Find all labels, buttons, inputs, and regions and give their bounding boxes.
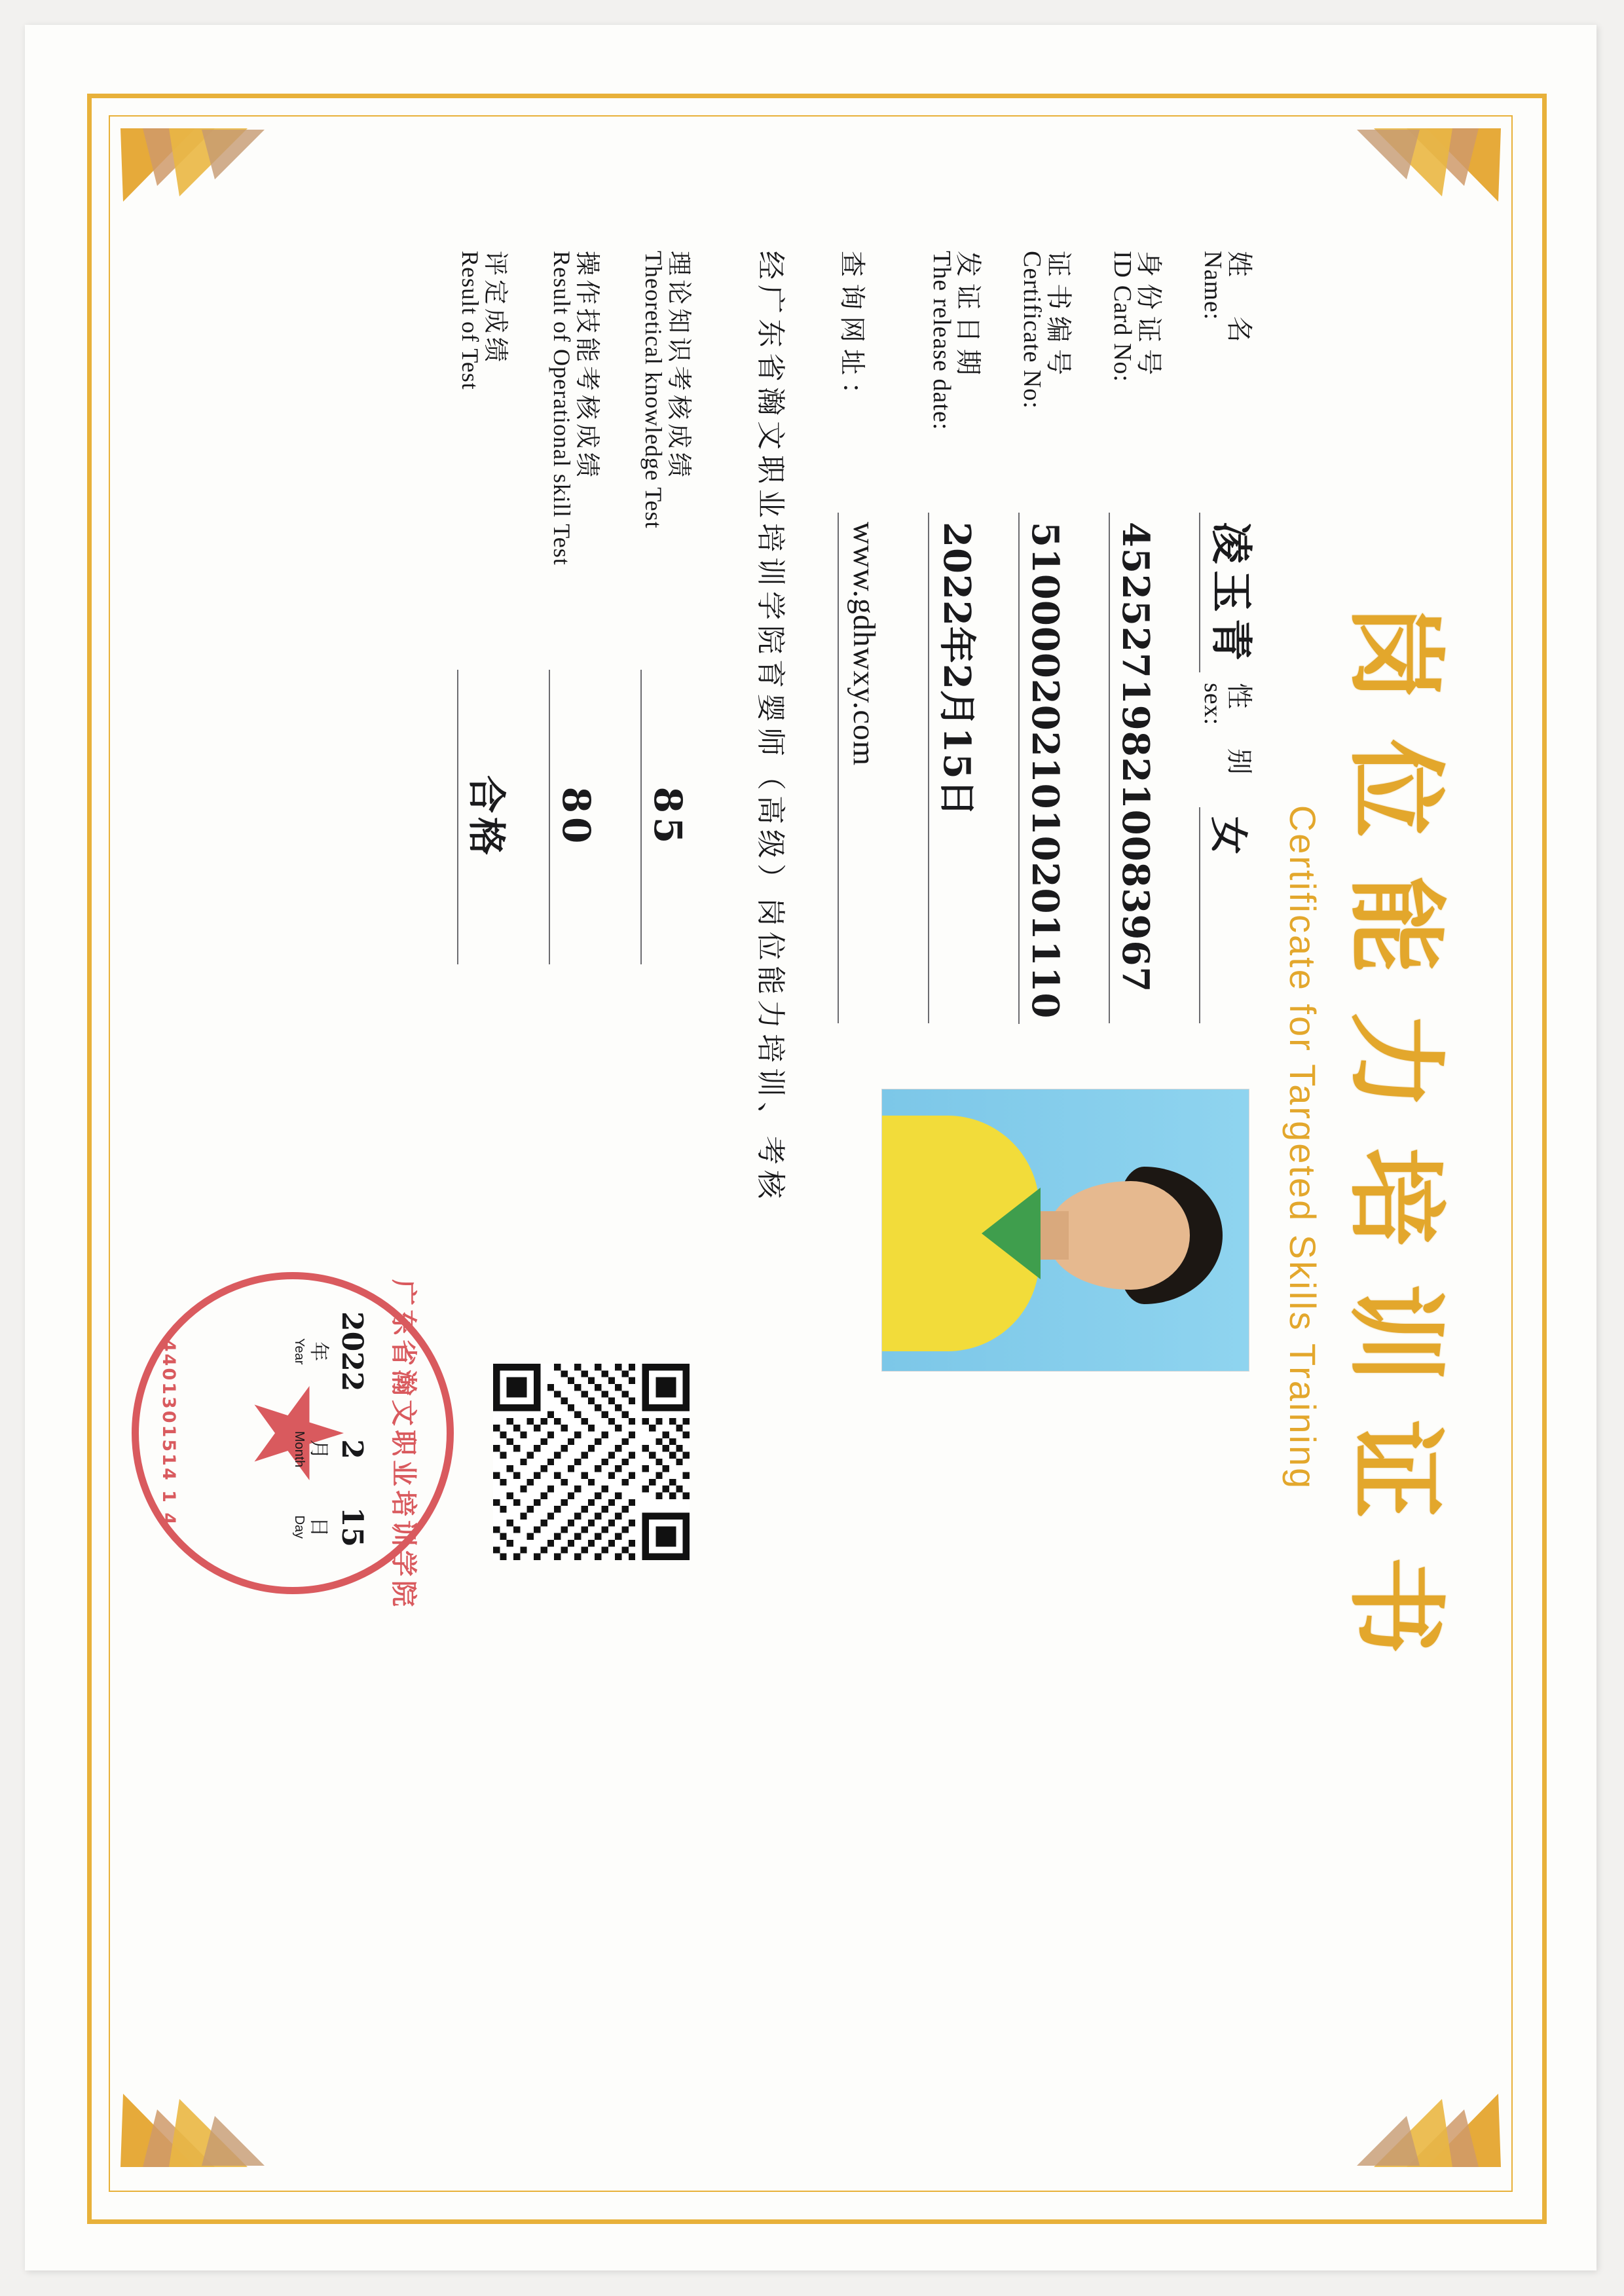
holder-photo xyxy=(881,1089,1249,1372)
certificate-no-label: 证书编号 Certificate No: xyxy=(1018,251,1074,409)
query-url-value[interactable]: www.gdhwxy.com xyxy=(838,513,882,1023)
issue-date-block xyxy=(291,1311,369,1547)
photo-face xyxy=(1049,1181,1190,1290)
holder-info-block xyxy=(807,251,1259,1023)
issue-year: 2022 年 Year xyxy=(292,1311,369,1392)
issue-day: 15 日 Day xyxy=(292,1506,369,1547)
theory-label: 理论知识考核成绩 Theoretical knowledge Test xyxy=(640,251,693,529)
seal-code-text: 4401301514 1 4 xyxy=(158,1339,179,1527)
title-block xyxy=(1282,231,1453,2064)
result-row-theory xyxy=(640,251,706,1495)
query-url-label: 查询网址： xyxy=(836,251,867,414)
row-name-sex xyxy=(1199,251,1259,1023)
operational-label: 操作技能考核成绩 Result of Operational skill Test xyxy=(548,251,602,566)
sex-value: 女 xyxy=(1199,807,1259,1023)
row-id-card xyxy=(1109,251,1169,1023)
operational-score: 80 xyxy=(549,670,599,964)
seal-organization-text: 广东省瀚文职业培训学院 xyxy=(388,1279,419,1611)
qr-code-icon[interactable] xyxy=(493,1364,690,1560)
id-card-value: 452527198210083967 xyxy=(1109,513,1157,1023)
release-date-label: 发证日期 The release date: xyxy=(927,251,984,431)
row-release-date xyxy=(928,251,988,1023)
overall-label: 评定成绩 Result of Test xyxy=(456,251,510,390)
release-date-value: 2022年2月15日 xyxy=(928,513,986,1023)
row-certificate-no xyxy=(1018,251,1079,1023)
result-row-overall xyxy=(457,251,523,1495)
name-label: 姓 名 Name: xyxy=(1198,251,1255,349)
certificate-content xyxy=(146,133,1475,2162)
id-card-label: 身份证号 ID Card No: xyxy=(1108,251,1164,382)
page-title-en: Certificate for Targeted Skills Training xyxy=(1282,805,1323,1491)
sex-label: 性 别 sex: xyxy=(1198,683,1255,781)
page-title-cn: 岗位能力培训证书 xyxy=(1338,602,1453,1692)
overall-result: 合格 xyxy=(457,670,517,964)
certificate-paper xyxy=(25,25,1596,2270)
result-row-operational xyxy=(549,251,614,1495)
issue-month: 2 月 Month xyxy=(292,1430,369,1468)
certificate-no-value: 5100002021010201110 xyxy=(1018,513,1067,1024)
name-value: 凌玉青 xyxy=(1199,513,1264,672)
results-block xyxy=(431,251,706,1495)
theory-score: 85 xyxy=(640,670,690,964)
row-query-url xyxy=(838,251,898,1023)
statement-text: 经广东省瀚文职业培训学院育婴师（高级）岗位能力培训、考核 xyxy=(754,251,787,1204)
